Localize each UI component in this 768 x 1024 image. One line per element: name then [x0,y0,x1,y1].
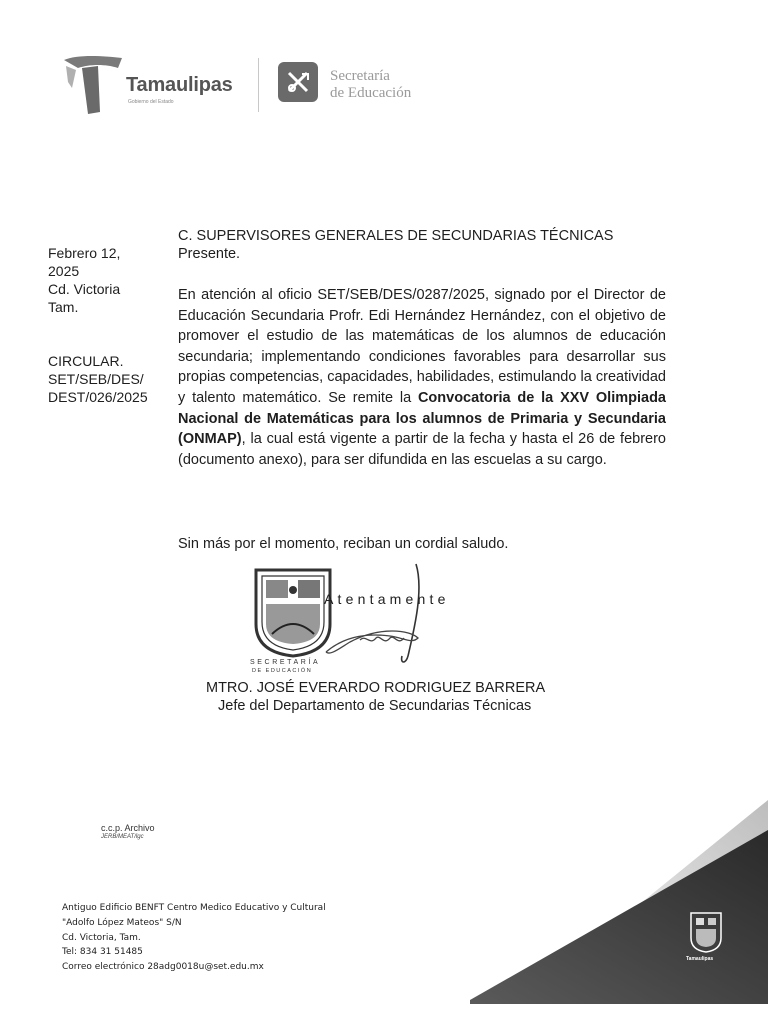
date-year: 2025 [48,263,80,279]
date-line: Febrero 12, [48,245,121,261]
signer-name: MTRO. JOSÉ EVERARDO RODRIGUEZ BARRERA [206,680,546,696]
secretaria-icon [278,62,318,102]
tamaulipas-logo [60,52,260,118]
corner-decoration [470,800,768,1004]
seal-text: SECRETARÍA [250,659,321,666]
ccp-initials: JERB/MEAT/lgc [101,834,144,840]
header-divider [258,58,259,112]
valediction: Atentamente [324,591,450,607]
circular-number-line2: DEST/026/2025 [48,389,148,405]
footer-address-line1: Antiguo Edificio BENFT Centro Medico Educativo y Cultural [62,903,326,913]
tamaulipas-t-icon [60,52,126,118]
seal-subtext: DE EDUCACIÓN [252,668,313,674]
body-paragraph [178,285,666,470]
body-text-part2: , la cual está vigente a partir de la fecha y hasta el 26 de febrero (documento anexo), para ser difundida en las escuelas a su cargo. [178,431,666,468]
signer-title: Jefe del Departamento de Secundarias Técnicas [218,698,532,714]
addressee: C. SUPERVISORES GENERALES DE SECUNDARIAS TÉCNICAS [178,228,614,244]
secretaria-name-line2: de Educación [330,85,412,101]
footer-address-line3: Cd. Victoria, Tam. [62,933,141,943]
closing-line: Sin más por el momento, reciban un cordial saludo. [178,536,509,552]
corner-label: Tamaulipas [686,956,714,962]
place-city: Cd. Victoria [48,281,121,297]
circular-label: CIRCULAR. [48,353,124,369]
circular-number-line1: SET/SEB/DES/ [48,371,144,387]
greeting: Presente. [178,246,241,262]
convocatoria-title: Convocatoria de la XXV Olimpiada Nacional de Matemáticas para los alumnos de Primaria y Secundaria (ONMAP) [178,389,666,448]
signature-icon [320,560,430,670]
state-name: Tamaulipas [126,74,233,96]
place-state: Tam. [48,299,79,315]
footer-address-line2: "Adolfo López Mateos" S/N [62,918,182,928]
tamaulipas-emblem-icon [688,910,724,954]
footer-phone: Tel: 834 31 51485 [62,947,143,957]
state-subtitle: Gobierno del Estado [128,99,174,105]
ccp-label: c.c.p. Archivo [101,823,155,833]
secretaria-name-line1: Secretaría [330,68,390,84]
footer-email: Correo electrónico 28adg0018u@set.edu.mx [62,962,264,972]
body-text-part1: En atención al oficio SET/SEB/DES/0287/2025, signado por el Director de Educación Secundaria Profr. Edi Hernández Hernández, con el objetivo de promover el estudio de las matemáticas de los alumnos de educación secundaria; implementando condiciones favorables para desarrollar sus propias competencias, capacidades, habilidades, estimulando la creatividad y talento matemático. Se remite la [178,287,666,406]
